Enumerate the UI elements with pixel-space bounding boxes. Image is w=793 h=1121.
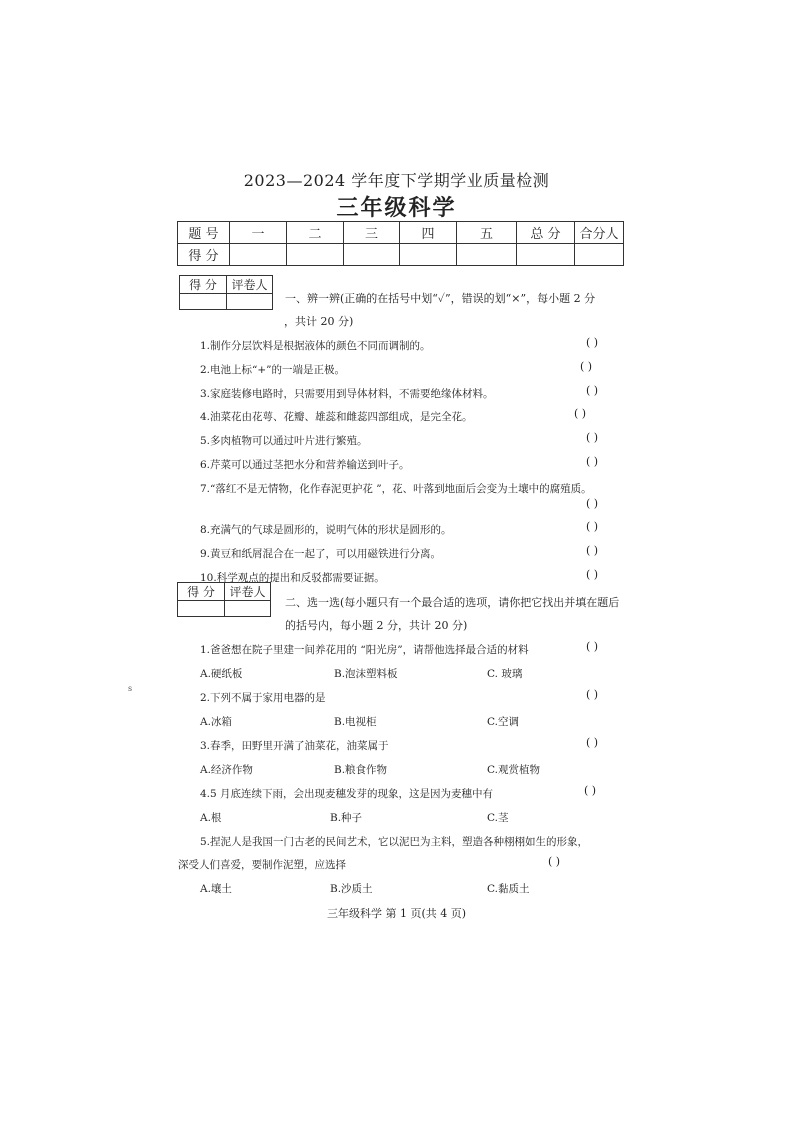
grader-score-label: 得 分 bbox=[180, 276, 227, 294]
score-header-cell: 三 bbox=[344, 222, 400, 244]
question-item: 2.下列不属于家用电器的是 bbox=[200, 692, 326, 704]
answer-paren[interactable]: ( ) bbox=[586, 520, 599, 533]
answer-paren[interactable]: ( ) bbox=[586, 688, 599, 701]
margin-mark: s bbox=[128, 684, 133, 693]
score-cell[interactable] bbox=[457, 244, 517, 266]
score-header-cell: 一 bbox=[230, 222, 287, 244]
option-c: C.黏质土 bbox=[487, 883, 530, 895]
grader-box-section2 bbox=[177, 582, 271, 617]
question-item: 3.春季，田野里开满了油菜花，油菜属于 bbox=[200, 740, 389, 752]
option-b: B.沙质土 bbox=[330, 883, 373, 895]
option-a: A.根 bbox=[200, 812, 222, 824]
question-item: 10.科学观点的提出和反驳都需要证据。 bbox=[200, 572, 385, 584]
answer-paren[interactable]: ( ) bbox=[586, 544, 599, 557]
question-item: 9.黄豆和纸屑混合在一起了，可以用磁铁进行分离。 bbox=[200, 548, 442, 560]
option-c: C. 玻璃 bbox=[487, 668, 523, 680]
section2-instruction: 二、选一选(每小题只有一个最合适的选项，请你把它找出并填在题后 bbox=[285, 596, 620, 609]
option-b: B.粮食作物 bbox=[334, 764, 388, 776]
grader-box-section1 bbox=[179, 275, 273, 310]
option-c: C.观赏植物 bbox=[487, 764, 540, 776]
grader-name-cell[interactable] bbox=[225, 601, 271, 617]
answer-paren[interactable]: ( ) bbox=[574, 407, 587, 420]
grader-name-label: 评卷人 bbox=[225, 583, 271, 601]
option-a: A.壤土 bbox=[200, 883, 232, 895]
option-b: B.泡沫塑料板 bbox=[334, 668, 398, 680]
score-cell[interactable] bbox=[575, 244, 624, 266]
score-cell[interactable] bbox=[400, 244, 457, 266]
section1-instruction: 一、辨一辨(正确的在括号中划“✓”，错误的划“×”，每小题 2 分 bbox=[285, 292, 596, 305]
grader-name-label: 评卷人 bbox=[227, 276, 273, 294]
exam-title: 2023—2024 学年度下学期学业质量检测 bbox=[243, 171, 550, 190]
option-c: C.空调 bbox=[487, 716, 519, 728]
score-header-cell: 五 bbox=[457, 222, 517, 244]
score-header-cell: 四 bbox=[400, 222, 457, 244]
section1-instruction-cont: ，共计 20 分) bbox=[284, 315, 354, 328]
grader-name-cell[interactable] bbox=[227, 294, 273, 310]
answer-paren[interactable]: ( ) bbox=[586, 384, 599, 397]
question-item: 7.“落红不是无情物，化作春泥更护花 ”，花、叶落到地面后会变为土壤中的腐殖质。 bbox=[200, 483, 592, 495]
question-item: 1.爸爸想在院子里建一间养花用的 “阳光房”，请帮他选择最合适的材料 bbox=[200, 644, 529, 656]
question-item: 8.充满气的气球是圆形的，说明气体的形状是圆形的。 bbox=[200, 524, 452, 536]
answer-paren[interactable]: ( ) bbox=[584, 784, 597, 797]
question-item: 6.芹菜可以通过茎把水分和营养输送到叶子。 bbox=[200, 459, 410, 471]
question-item: 2.电池上标“+”的一端是正极。 bbox=[200, 364, 346, 376]
answer-paren[interactable]: ( ) bbox=[548, 855, 561, 868]
answer-paren[interactable]: ( ) bbox=[586, 431, 599, 444]
question-item: 3.家庭装修电路时，只需要用到导体材料，不需要绝缘体材料。 bbox=[200, 388, 494, 400]
answer-paren[interactable]: ( ) bbox=[586, 640, 599, 653]
grader-score-label: 得 分 bbox=[178, 583, 225, 601]
score-header-cell: 总 分 bbox=[517, 222, 575, 244]
option-b: B.种子 bbox=[330, 812, 363, 824]
score-header-cell: 题 号 bbox=[178, 222, 230, 244]
score-row-label: 得 分 bbox=[178, 244, 230, 266]
score-table bbox=[177, 221, 624, 266]
answer-paren[interactable]: ( ) bbox=[586, 497, 599, 510]
answer-paren[interactable]: ( ) bbox=[586, 455, 599, 468]
score-cell[interactable] bbox=[517, 244, 575, 266]
page-footer: 三年级科学 第 1 页(共 4 页) bbox=[326, 907, 467, 920]
question-item: 4.油菜花由花萼、花瓣、雄蕊和雌蕊四部组成，是完全花。 bbox=[200, 411, 473, 423]
score-header-cell: 合分人 bbox=[575, 222, 624, 244]
answer-paren[interactable]: ( ) bbox=[586, 736, 599, 749]
grader-score-cell[interactable] bbox=[178, 601, 225, 617]
option-a: A.经济作物 bbox=[200, 764, 253, 776]
score-cell[interactable] bbox=[344, 244, 400, 266]
question-item: 5.多肉植物可以通过叶片进行繁殖。 bbox=[200, 435, 368, 447]
section2-instruction-cont: 的括号内，每小题 2 分，共计 20 分) bbox=[285, 619, 468, 632]
answer-paren[interactable]: ( ) bbox=[586, 336, 599, 349]
option-c: C.茎 bbox=[487, 812, 509, 824]
score-header-cell: 二 bbox=[287, 222, 344, 244]
question-item: 4.5 月底连续下雨，会出现麦穗发芽的现象，这是因为麦穗中有 bbox=[200, 788, 494, 800]
question-item-cont: 深受人们喜爱，要制作泥塑，应选择 bbox=[178, 859, 346, 871]
question-item: 1.制作分层饮料是根据液体的颜色不同而调制的。 bbox=[200, 340, 431, 352]
option-a: A.冰箱 bbox=[200, 716, 232, 728]
option-a: A.硬纸板 bbox=[200, 668, 243, 680]
subject-title: 三年级科学 bbox=[336, 195, 457, 221]
answer-paren[interactable]: ( ) bbox=[580, 360, 593, 373]
score-cell[interactable] bbox=[287, 244, 344, 266]
grader-score-cell[interactable] bbox=[180, 294, 227, 310]
option-b: B.电视柜 bbox=[334, 716, 377, 728]
score-cell[interactable] bbox=[230, 244, 287, 266]
answer-paren[interactable]: ( ) bbox=[586, 568, 599, 581]
question-item: 5.捏泥人是我国一门古老的民间艺术，它以泥巴为主料，塑造各种栩栩如生的形象， bbox=[200, 836, 589, 848]
